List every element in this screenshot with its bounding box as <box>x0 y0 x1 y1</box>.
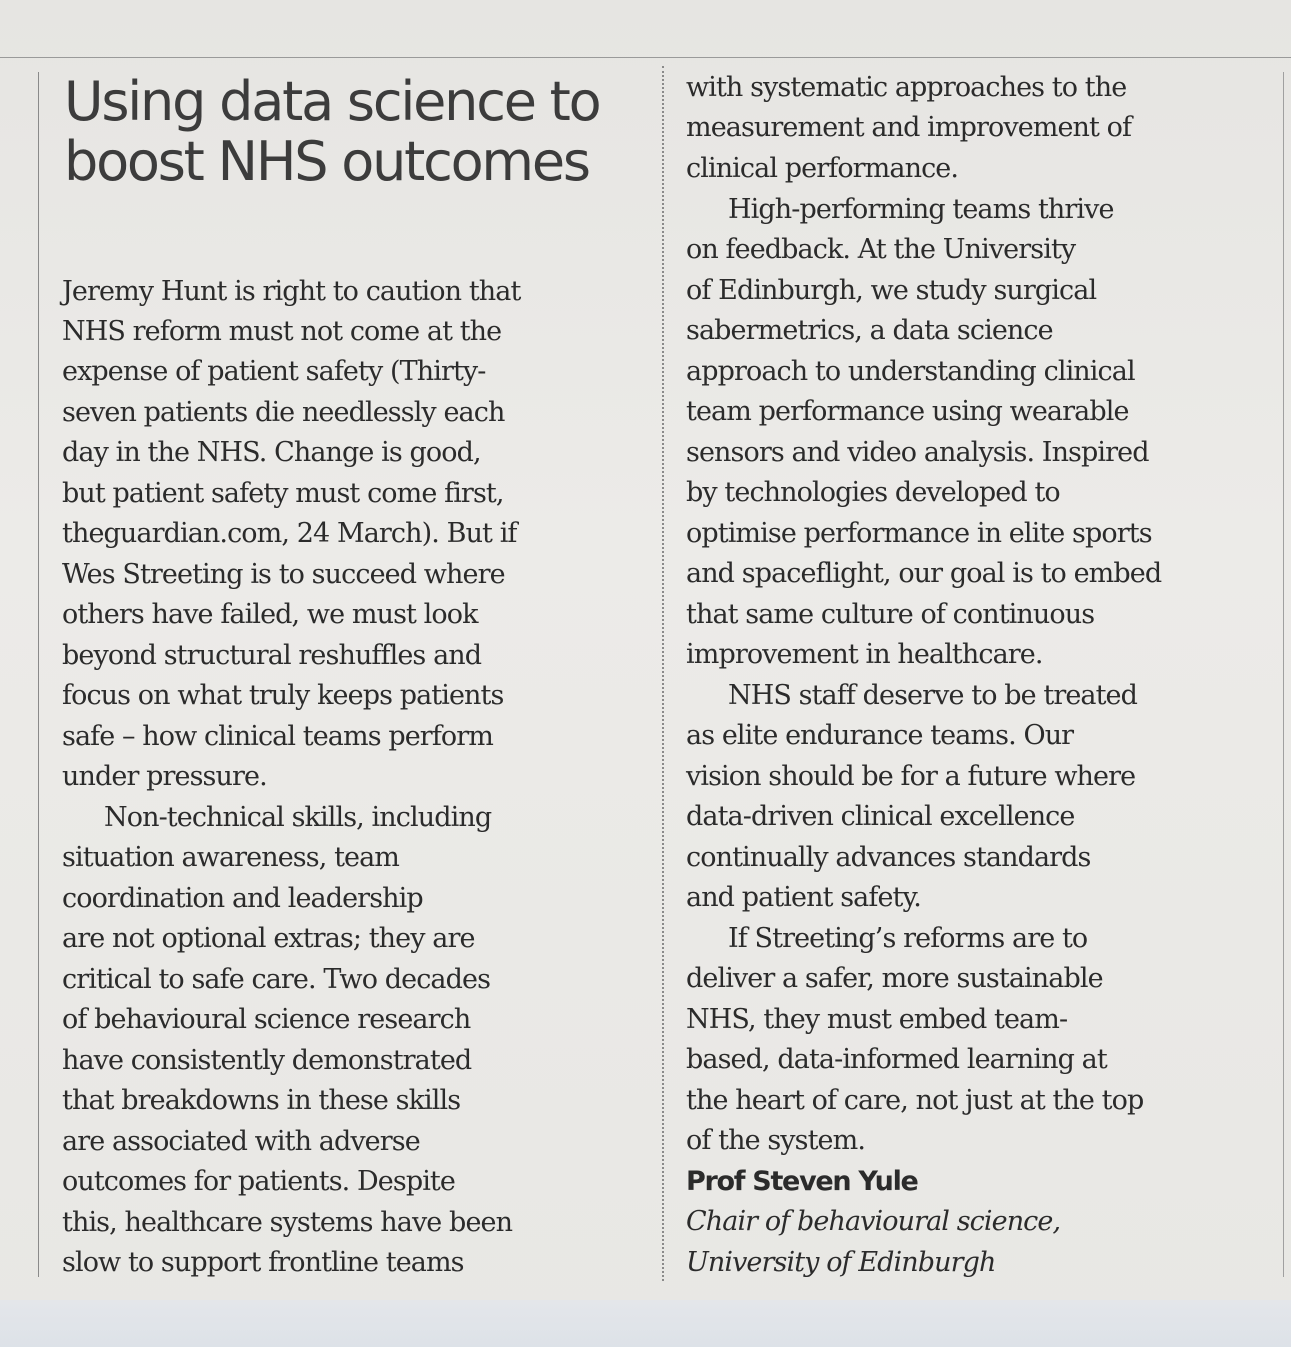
body-line: as elite endurance teams. Our <box>686 720 1074 751</box>
body-line: by technologies developed to <box>686 477 1060 508</box>
page-bottom-margin <box>0 1300 1291 1347</box>
body-line: situation awareness, team <box>62 842 400 873</box>
left-column-rule <box>38 72 39 1277</box>
body-line: others have failed, we must look <box>62 599 478 630</box>
body-line: vision should be for a future where <box>686 761 1136 792</box>
body-line: of behavioural science research <box>62 1004 471 1035</box>
top-rule <box>0 57 1291 58</box>
body-line: High-performing teams thrive <box>728 194 1114 225</box>
body-line: that same culture of continuous <box>686 599 1095 630</box>
body-line: Non-technical skills, including <box>104 802 492 833</box>
headline-line: boost NHS outcomes <box>64 130 589 193</box>
body-line: optimise performance in elite sports <box>686 518 1152 549</box>
signature-title-line: Chair of behavioural science, <box>686 1206 1061 1237</box>
headline <box>64 72 659 192</box>
body-line: seven patients die needlessly each <box>62 397 505 428</box>
body-line: with systematic approaches to the <box>686 72 1127 103</box>
body-line: Jeremy Hunt is right to caution that <box>62 276 521 307</box>
body-line: theguardian.com, 24 March). But if <box>62 518 517 549</box>
body-line: have consistently demonstrated <box>62 1045 472 1076</box>
body-line: the heart of care, not just at the top <box>686 1085 1144 1116</box>
body-line: critical to safe care. Two decades <box>62 964 491 995</box>
body-line: Wes Streeting is to succeed where <box>62 559 505 590</box>
body-line: NHS staff deserve to be treated <box>728 680 1138 711</box>
body-line: coordination and leadership <box>62 883 423 914</box>
body-line: and spaceflight, our goal is to embed <box>686 558 1162 589</box>
body-line: approach to understanding clinical <box>686 356 1135 387</box>
body-line: of the system. <box>686 1125 866 1156</box>
body-line: are not optional extras; they are <box>62 923 475 954</box>
body-line: sabermetrics, a data science <box>686 315 1053 346</box>
body-line: expense of patient safety (Thirty- <box>62 356 486 387</box>
body-line: data-driven clinical excellence <box>686 801 1075 832</box>
body-line: NHS reform must not come at the <box>62 316 502 347</box>
body-line: focus on what truly keeps patients <box>62 680 504 711</box>
body-line: NHS, they must embed team- <box>686 1004 1068 1035</box>
body-line: measurement and improvement of <box>686 112 1132 143</box>
body-line: clinical performance. <box>686 153 959 184</box>
body-line: outcomes for patients. Despite <box>62 1166 455 1197</box>
body-line: continually advances standards <box>686 842 1091 873</box>
headline-line: Using data science to <box>64 70 600 133</box>
body-line: sensors and video analysis. Inspired <box>686 437 1149 468</box>
body-line: slow to support frontline teams <box>62 1247 464 1278</box>
body-line: are associated with adverse <box>62 1126 420 1157</box>
body-line: based, data-informed learning at <box>686 1044 1107 1075</box>
body-line: of Edinburgh, we study surgical <box>686 275 1097 306</box>
body-line: team performance using wearable <box>686 396 1129 427</box>
body-line: this, healthcare systems have been <box>62 1207 513 1238</box>
body-line: safe – how clinical teams perform <box>62 721 493 752</box>
body-line: beyond structural reshuffles and <box>62 640 482 671</box>
body-line: under pressure. <box>62 761 267 792</box>
body-line: and patient safety. <box>686 882 921 913</box>
body-line: but patient safety must come first, <box>62 478 504 509</box>
body-line: day in the NHS. Change is good, <box>62 437 481 468</box>
body-line: on feedback. At the University <box>686 234 1076 265</box>
signature-name: Prof Steven Yule <box>686 1166 918 1197</box>
signature-title-line: University of Edinburgh <box>686 1247 996 1278</box>
body-line: improvement in healthcare. <box>686 639 1043 670</box>
body-line: If Streeting’s reforms are to <box>728 923 1088 954</box>
body-line: that breakdowns in these skills <box>62 1085 461 1116</box>
body-line: deliver a safer, more sustainable <box>686 963 1103 994</box>
right-column-rule <box>1283 72 1284 1277</box>
column-divider <box>662 66 664 1281</box>
